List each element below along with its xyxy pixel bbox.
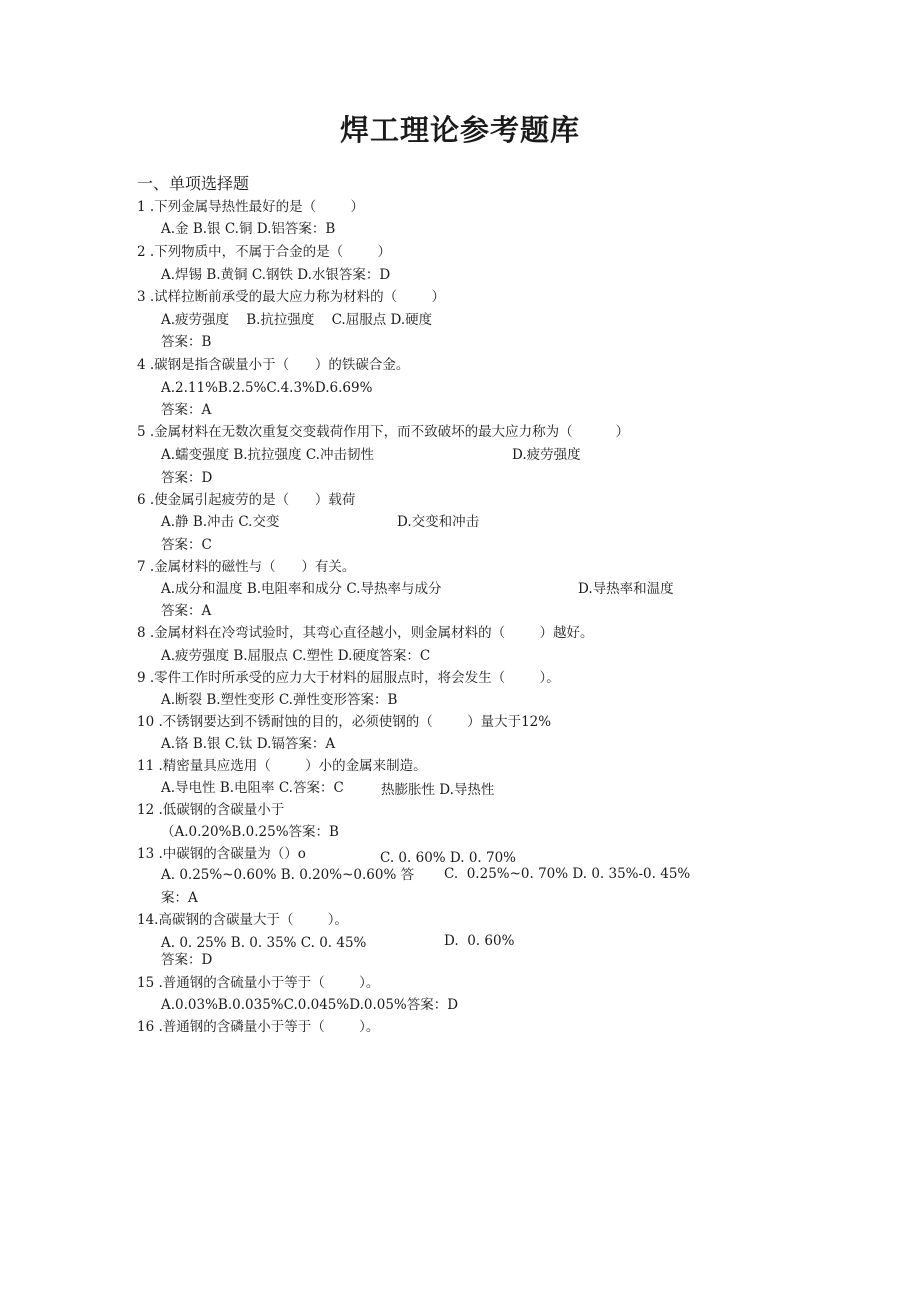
- options-2: A.焊锡 B.黄铜 C.钢铁 D.水银答案：D: [161, 267, 391, 283]
- question-5: 5 .金属材料在无数次重复交变载荷作用下，而不致破坏的最大应力称为（ ）: [137, 424, 630, 440]
- question-6: 6 .使金属引起疲劳的是（ ）载荷: [137, 492, 356, 508]
- question-12: 12 .低碳钢的含碳量小于: [137, 802, 285, 818]
- options-10: A.铬 B.银 C.钛 D.镉答案：A: [161, 736, 336, 752]
- question-15: 15 .普通钢的含硫量小于等于（ ）。: [137, 975, 380, 991]
- section-heading: 一、单项选择题: [137, 174, 250, 193]
- answer-3: 答案：B: [161, 334, 212, 350]
- options-11: A.导电性 B.电阻率 C.答案：C: [161, 780, 344, 796]
- options-15: A.0.03%B.0.035%C.0.045%D.0.05%答案：D: [161, 997, 459, 1013]
- options-12: （A.0.20%B.0.25%答案：B: [161, 824, 339, 840]
- question-9: 9 .零件工作时所承受的应力大于材料的屈服点时，将会发生（ ）。: [137, 670, 560, 686]
- question-13: 13 .中碳钢的含碳量为（）o: [137, 846, 306, 862]
- options-4: A.2.11%B.2.5%C.4.3%D.6.69%: [161, 380, 373, 396]
- options-14-d: D. 0. 60%: [444, 933, 515, 949]
- options-5-d: D.疲劳强度: [512, 447, 581, 463]
- options-8: A.疲劳强度 B.屈服点 C.塑性 D.硬度答案：C: [161, 648, 431, 664]
- options-11-extra: 热膨胀性 D.导热性: [381, 782, 495, 798]
- options-7: A.成分和温度 B.电阻率和成分 C.导热率与成分: [161, 581, 442, 597]
- options-7-d: D.导热率和温度: [578, 581, 674, 597]
- options-1: A.金 B.银 C.铜 D.铝答案：B: [161, 221, 336, 237]
- options-5: A.蠕变强度 B.抗拉强度 C.冲击韧性: [161, 447, 374, 463]
- options-3: A.疲劳强度 B.抗拉强度 C.屈服点 D.硬度: [161, 312, 433, 328]
- question-16: 16 .普通钢的含磷量小于等于（ ）。: [137, 1019, 380, 1035]
- question-2: 2 .下列物质中，不属于合金的是（ ）: [137, 244, 392, 260]
- answer-7: 答案：A: [161, 603, 212, 619]
- question-10: 10 .不锈钢要达到不锈耐蚀的目的，必须使钢的（ ）量大于12%: [137, 714, 552, 730]
- answer-13: 案：A: [161, 890, 198, 906]
- question-11: 11 .精密量具应选用（ ）小的金属来制造。: [137, 758, 427, 774]
- options-6: A.静 B.冲击 C.交变: [161, 514, 280, 530]
- page-title: 焊工理论参考题库: [339, 113, 580, 147]
- options-9: A.断裂 B.塑性变形 C.弹性变形答案：B: [161, 692, 398, 708]
- question-8: 8 .金属材料在冷弯试验时，其弯心直径越小，则金属材料的（ ）越好。: [137, 625, 594, 641]
- question-4: 4 .碳钢是指含碳量小于（ ）的铁碳合金。: [137, 357, 410, 373]
- options-6-d: D.交变和冲击: [397, 514, 480, 530]
- options-13-cd-alt: C. 0.25%~0. 70% D. 0. 35%-0. 45%: [444, 866, 691, 882]
- question-3: 3 .试样拉断前承受的最大应力称为材料的（ ）: [137, 289, 446, 305]
- answer-4: 答案：A: [161, 402, 212, 418]
- options-13-ab: A. 0.25%~0.60% B. 0.20%~0.60% 答: [161, 867, 415, 883]
- options-13-cd: C. 0. 60% D. 0. 70%: [380, 850, 517, 866]
- question-14: 14.高碳钢的含碳量大于（ ）。: [137, 912, 349, 928]
- options-14: A. 0. 25% B. 0. 35% C. 0. 45%: [161, 935, 367, 951]
- answer-5: 答案：D: [161, 470, 213, 486]
- question-1: 1 .下列金属导热性最好的是（ ）: [137, 199, 365, 215]
- answer-6: 答案：C: [161, 537, 212, 553]
- answer-14: 答案：D: [161, 952, 213, 968]
- question-7: 7 .金属材料的磁性与（ ）有关。: [137, 559, 356, 575]
